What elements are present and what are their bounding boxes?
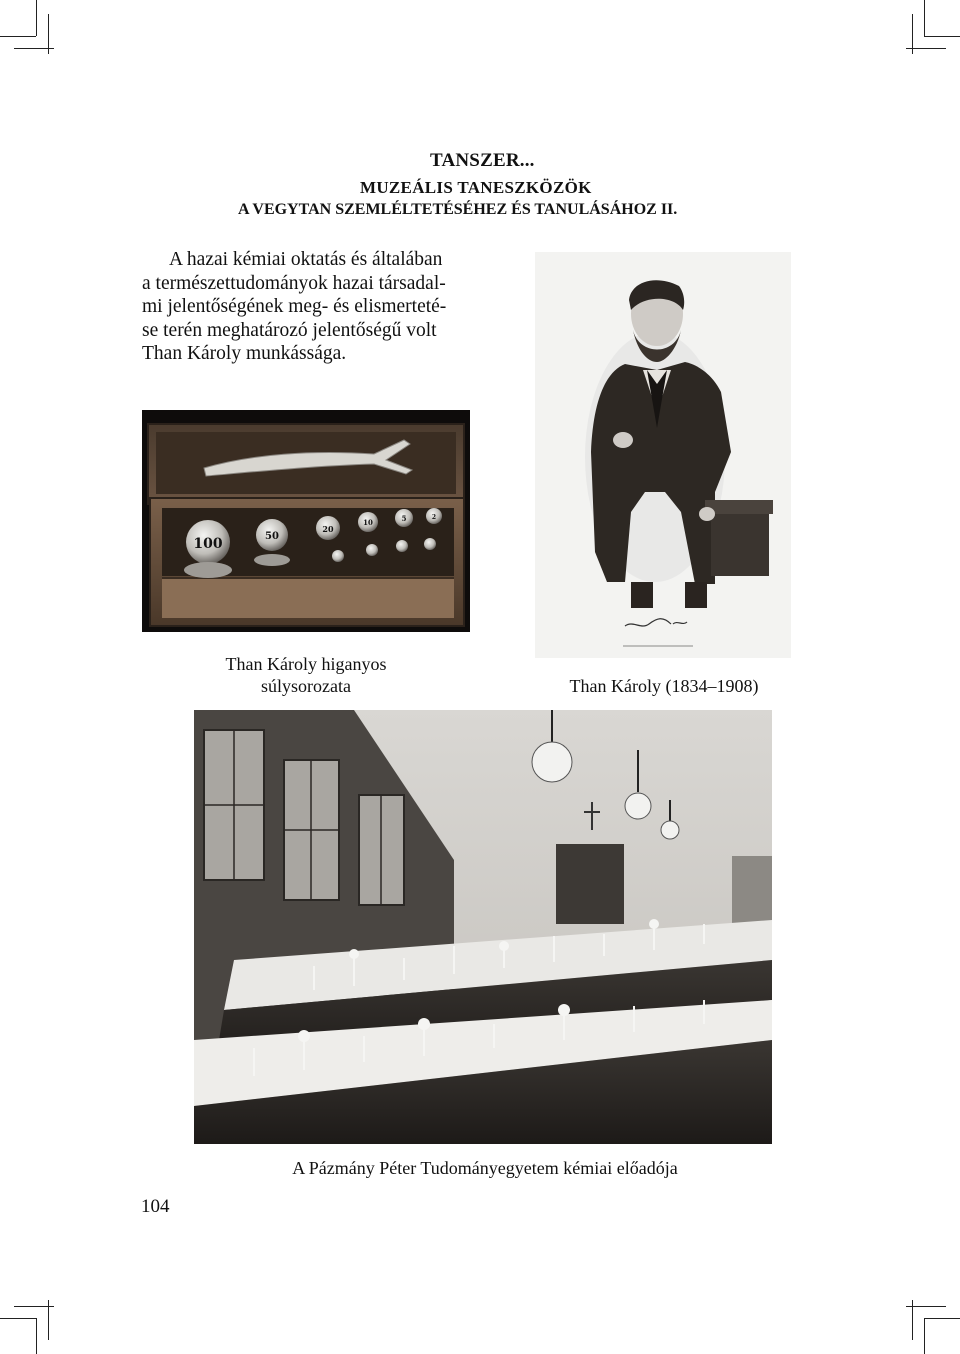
intro-line: mi jelentőségének meg- és elismerteté- — [142, 296, 447, 318]
portrait-image — [535, 252, 791, 658]
weight-label: 2 — [431, 514, 437, 521]
intro-line: Than Károly munkássága. — [142, 343, 347, 365]
weights-photo-image — [142, 410, 470, 632]
intro-paragraph — [142, 248, 498, 366]
page-number: 104 — [141, 1196, 170, 1217]
weights-caption-line: Than Károly higanyos — [225, 654, 387, 674]
portrait-photo — [535, 252, 791, 658]
intro-line: A hazai kémiai oktatás és általában — [169, 249, 443, 270]
weight-label: 100 — [193, 536, 223, 552]
weights-photo — [142, 410, 470, 632]
portrait-caption: Than Károly (1834–1908) — [569, 676, 759, 696]
weight-label: 20 — [322, 524, 334, 534]
weight-label: 10 — [363, 518, 373, 527]
lab-image — [194, 710, 772, 1144]
article-title: MUZEÁLIS TANESZKÖZÖK — [360, 178, 592, 197]
lab-photo — [194, 710, 772, 1144]
intro-line: a természettudományok hazai társadal- — [142, 272, 446, 294]
article-subtitle: A VEGYTAN SZEMLÉLTETÉSÉHEZ ÉS TANULÁSÁHOZ II. — [238, 201, 678, 218]
weight-label: 5 — [401, 514, 407, 523]
weights-caption-line: súlysorozata — [261, 676, 351, 696]
weight-label: 50 — [265, 531, 279, 542]
series-title: TANSZER... — [430, 150, 535, 171]
intro-line: se terén meghatározó jelentőségű volt — [142, 319, 437, 341]
lab-caption: A Pázmány Péter Tudományegyetem kémiai előadója — [292, 1158, 678, 1178]
weights-caption — [176, 653, 436, 697]
